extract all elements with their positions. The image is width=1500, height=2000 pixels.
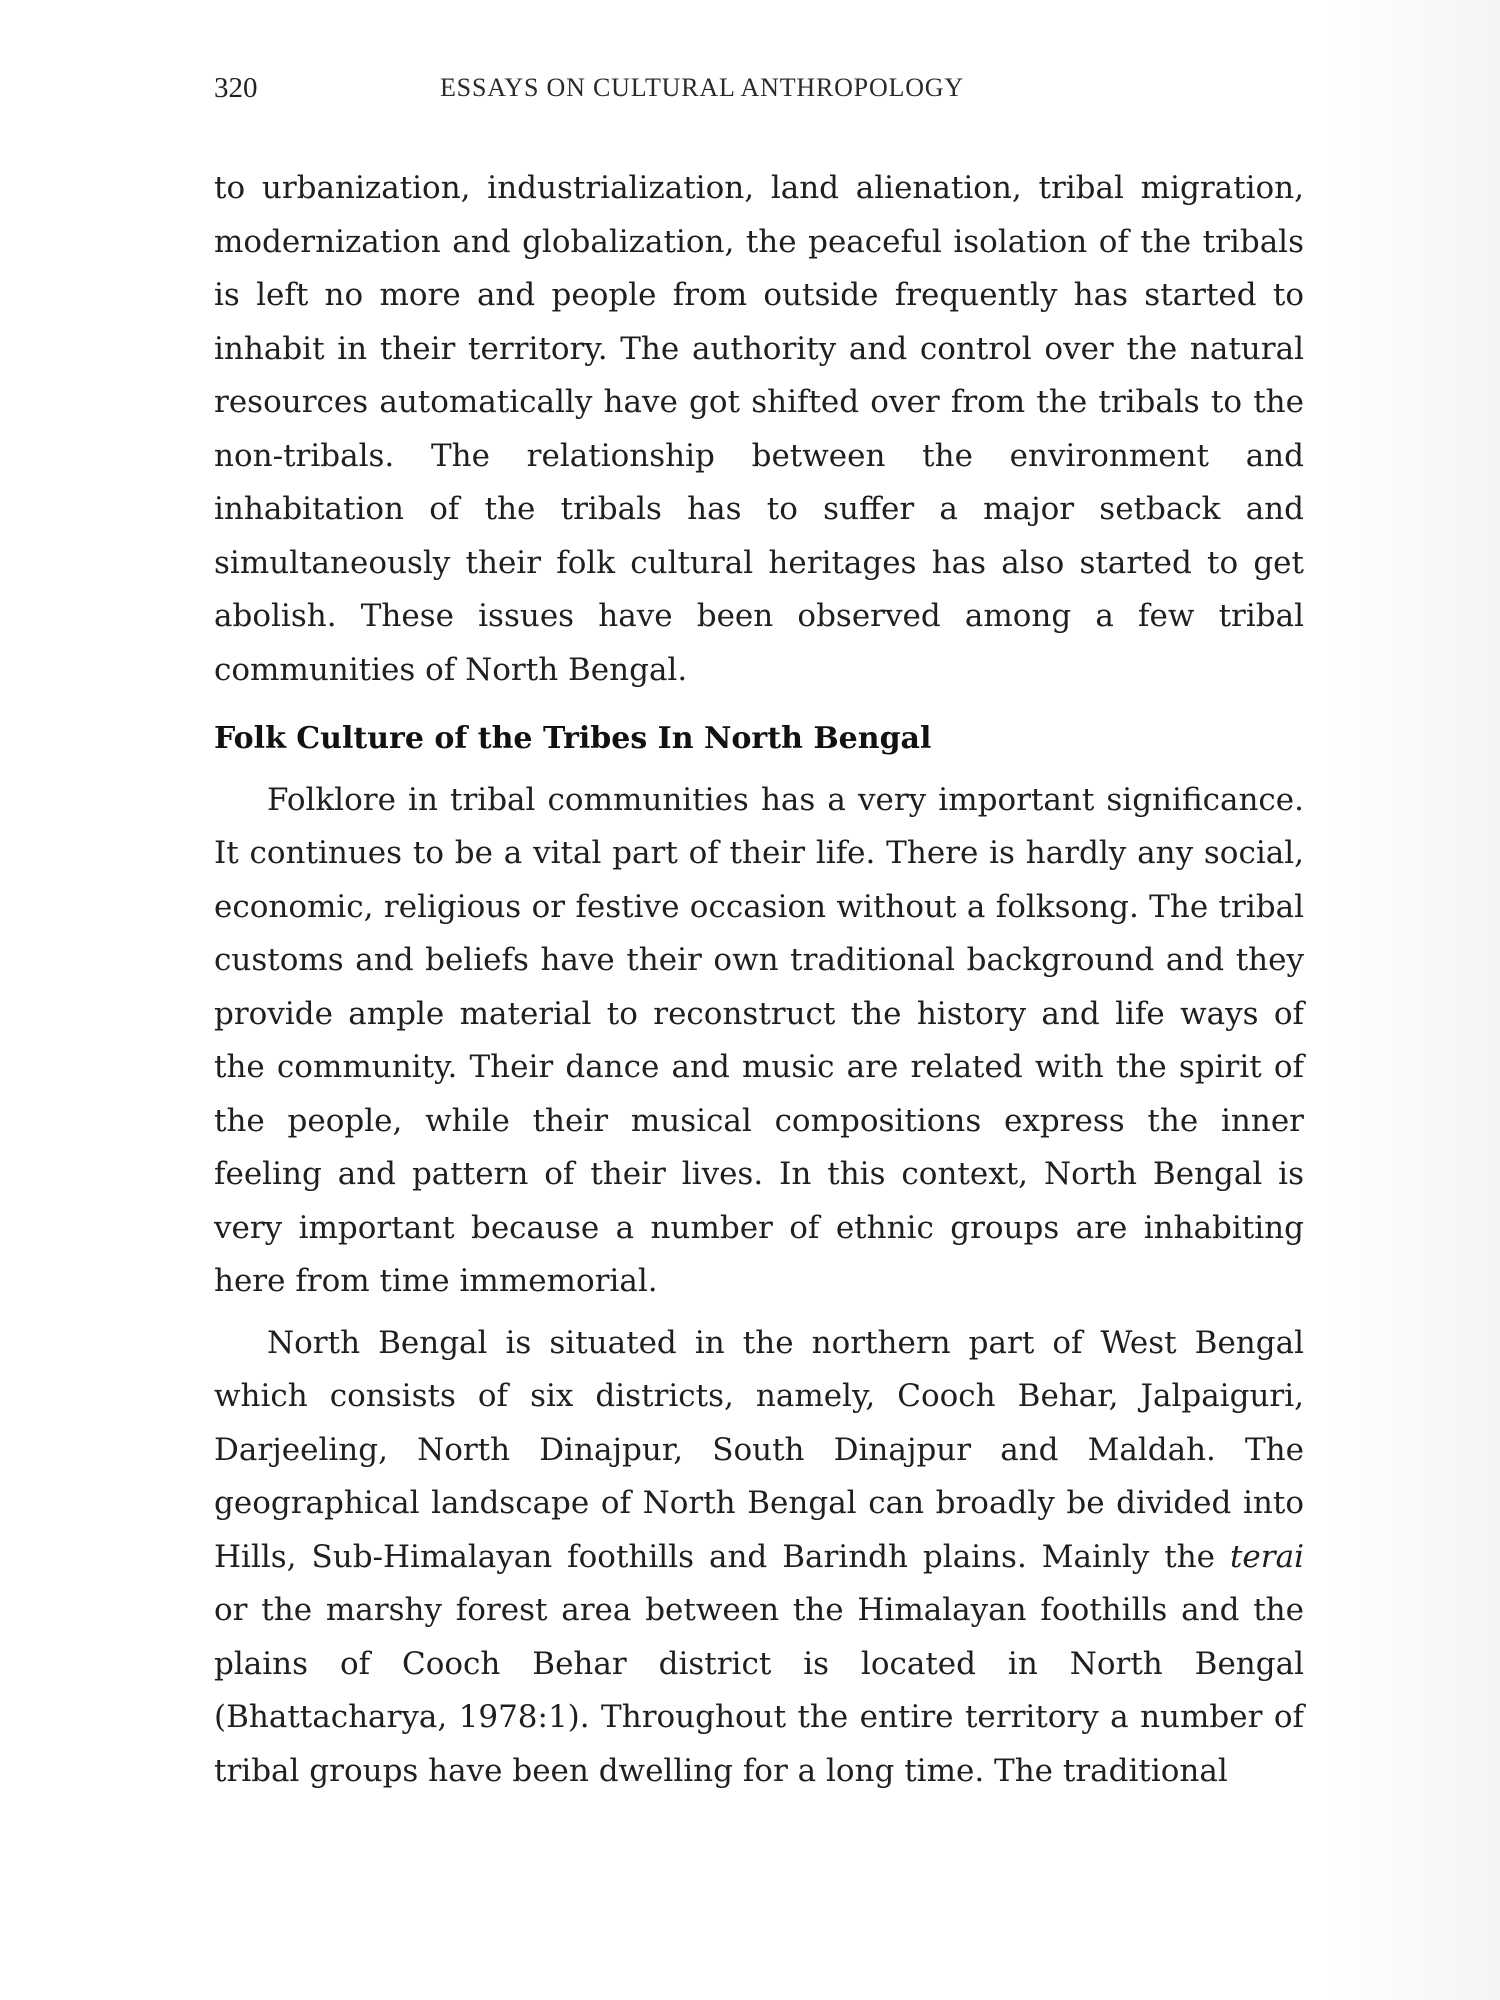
page-number: 320 [214, 72, 258, 104]
paragraph-continuation: to urbanization, industrialization, land alienation, tribal migration, modernization and globalization, the peaceful isolation of the tribals is left no more and people from outside frequently has started to inhabit in their territory. The authority and control over the natural resources automatically have got shifted over from the tribals to the non-tribals. The relationship between the environment and inhabitation of the tribals has to suffer a major setback and simultaneously their folk cultural heritages has also started to get abolish. These issues have been observed among a few tribal communities of North Bengal. [214, 170, 1304, 688]
running-header [214, 68, 1304, 108]
italic-term-terai: terai [1229, 1538, 1304, 1575]
paragraph-north-bengal [214, 1317, 1304, 1799]
body-text [214, 162, 1304, 1798]
paragraph-north-bengal-end: or the marshy forest area between the Himalayan foothills and the plains of Cooch Behar district is located in North Bengal (Bhattacharya, 1978:1). Throughout the entire territory a number of tribal groups have been dwelling for a long time. The traditional [214, 1592, 1304, 1789]
paragraph-folklore: Folklore in tribal communities has a very important significance. It continues to be a vital part of their life. There is hardly any social, economic, religious or festive occasion without a folksong. The tribal customs and beliefs have their own traditional background and they provide ample material to reconstruct the history and life ways of the community. Their dance and music are related with the spirit of the people, while their musical compositions express the inner feeling and pattern of their lives. In this context, North Bengal is very important because a number of ethnic groups are inhabiting here from time immemorial. [214, 781, 1304, 1299]
page-edge-shadow [1330, 0, 1500, 2000]
section-heading: Folk Culture of the Tribes In North Bengal [214, 721, 932, 756]
running-title: ESSAYS ON CULTURAL ANTHROPOLOGY [440, 73, 964, 102]
paragraph-north-bengal-start: North Bengal is situated in the northern part of West Bengal which consists of six districts, namely, Cooch Behar, Jalpaiguri, Darjeeling, North Dinajpur, South Dinajpur and Maldah. The geographical landscape of North Bengal can broadly be divided into Hills, Sub-Himalayan foothills and Barindh plains. Mainly the [214, 1324, 1304, 1575]
